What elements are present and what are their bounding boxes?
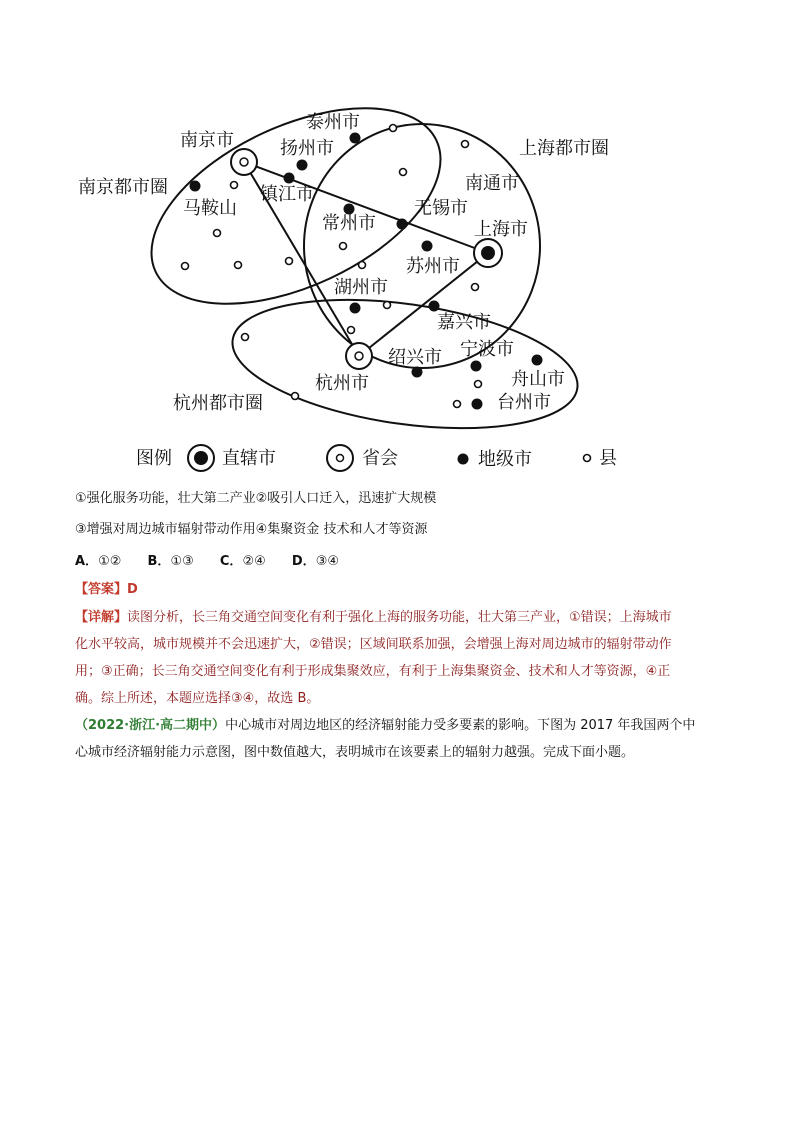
label-zhenjiang: 镇江市: [260, 184, 314, 205]
hangzhou-capital-marker: [346, 343, 372, 369]
label-jiaxing: 嘉兴市: [437, 312, 491, 333]
legend-prefecture-icon: [458, 454, 469, 465]
label-suzhou: 苏州市: [406, 256, 460, 277]
label-shanghai: 上海市: [474, 219, 528, 240]
label-taizhou-zj: 台州市: [497, 392, 551, 413]
detail-line-1: 【详解】读图分析，长三角交通空间变化有利于强化上海的服务功能，壮大第三产业，①错误；上海城市: [75, 610, 672, 625]
yangtze-delta-map: [0, 0, 794, 480]
statement-line-1: ①强化服务功能，壮大第二产业②吸引人口迁入，迅速扩大规模: [75, 491, 437, 506]
legend-capital-icon: [327, 445, 353, 471]
nanjing-capital-marker: [231, 149, 257, 175]
statement-line-2: ③增强对周边城市辐射带动作用④集聚资金 技术和人才等资源: [75, 522, 428, 537]
label-zhoushan: 舟山市: [511, 369, 565, 390]
answer-value: D: [127, 582, 138, 597]
label-shanghai-circle: 上海都市圈: [519, 138, 609, 159]
answer-line: [75, 581, 138, 599]
legend-county-icon: [584, 455, 591, 462]
label-hangzhou-circle: 杭州都市圈: [173, 393, 263, 414]
option-c: C．②④: [219, 554, 266, 569]
answer-options: [75, 553, 361, 571]
label-hangzhou: 杭州市: [315, 373, 369, 394]
legend-capital-label: 省会: [362, 448, 398, 469]
shanghai-municipality-marker: [474, 239, 502, 267]
label-taizhou-js: 泰州市: [306, 112, 360, 133]
legend-county-label: 县: [599, 448, 617, 469]
label-changzhou: 常州市: [322, 213, 376, 234]
label-nantong: 南通市: [465, 173, 519, 194]
label-nanjing-circle: 南京都市圈: [78, 177, 168, 198]
option-a: A．①②: [75, 554, 122, 569]
label-ningbo: 宁波市: [460, 339, 514, 360]
legend-title: 图例: [136, 448, 172, 469]
option-b: B．①③: [147, 554, 194, 569]
map-legend: [136, 445, 617, 471]
detail-line-3: 用；③正确；长三角交通空间变化有利于形成集聚效应，有利于上海集聚资金、技术和人才等资源，④正: [75, 664, 671, 679]
next-question-line-2: 心城市经济辐射能力示意图，图中数值越大，表明城市在该要素上的辐射力越强。完成下面小题。: [75, 745, 635, 760]
label-maanshan: 马鞍山: [183, 198, 237, 219]
detail-tag: 【详解】: [75, 610, 128, 625]
label-huzhou: 湖州市: [334, 277, 388, 298]
answer-tag: 【答案】: [75, 582, 128, 597]
option-d: D．③④: [291, 554, 339, 569]
next-question-line-1: （2022·浙江·高二期中）中心城市对周边地区的经济辐射能力受多要素的影响。下图为 2017 年我国两个中: [75, 718, 696, 733]
legend-municipality-label: 直辖市: [222, 448, 276, 469]
detail-line-4: 确。综上所述，本题应选择③④，故选 B。: [75, 691, 320, 706]
legend-municipality-icon: [188, 445, 214, 471]
label-shaoxing: 绍兴市: [388, 347, 442, 368]
detail-line-2: 化水平较高，城市规模并不会迅速扩大，②错误；区域间联系加强，会增强上海对周边城市的辐射带动作: [75, 637, 672, 652]
question-source: （2022·浙江·高二期中）: [75, 718, 226, 733]
label-wuxi: 无锡市: [414, 198, 468, 219]
legend-prefecture-label: 地级市: [478, 449, 532, 470]
label-nanjing: 南京市: [180, 130, 234, 151]
label-yangzhou: 扬州市: [280, 138, 334, 159]
